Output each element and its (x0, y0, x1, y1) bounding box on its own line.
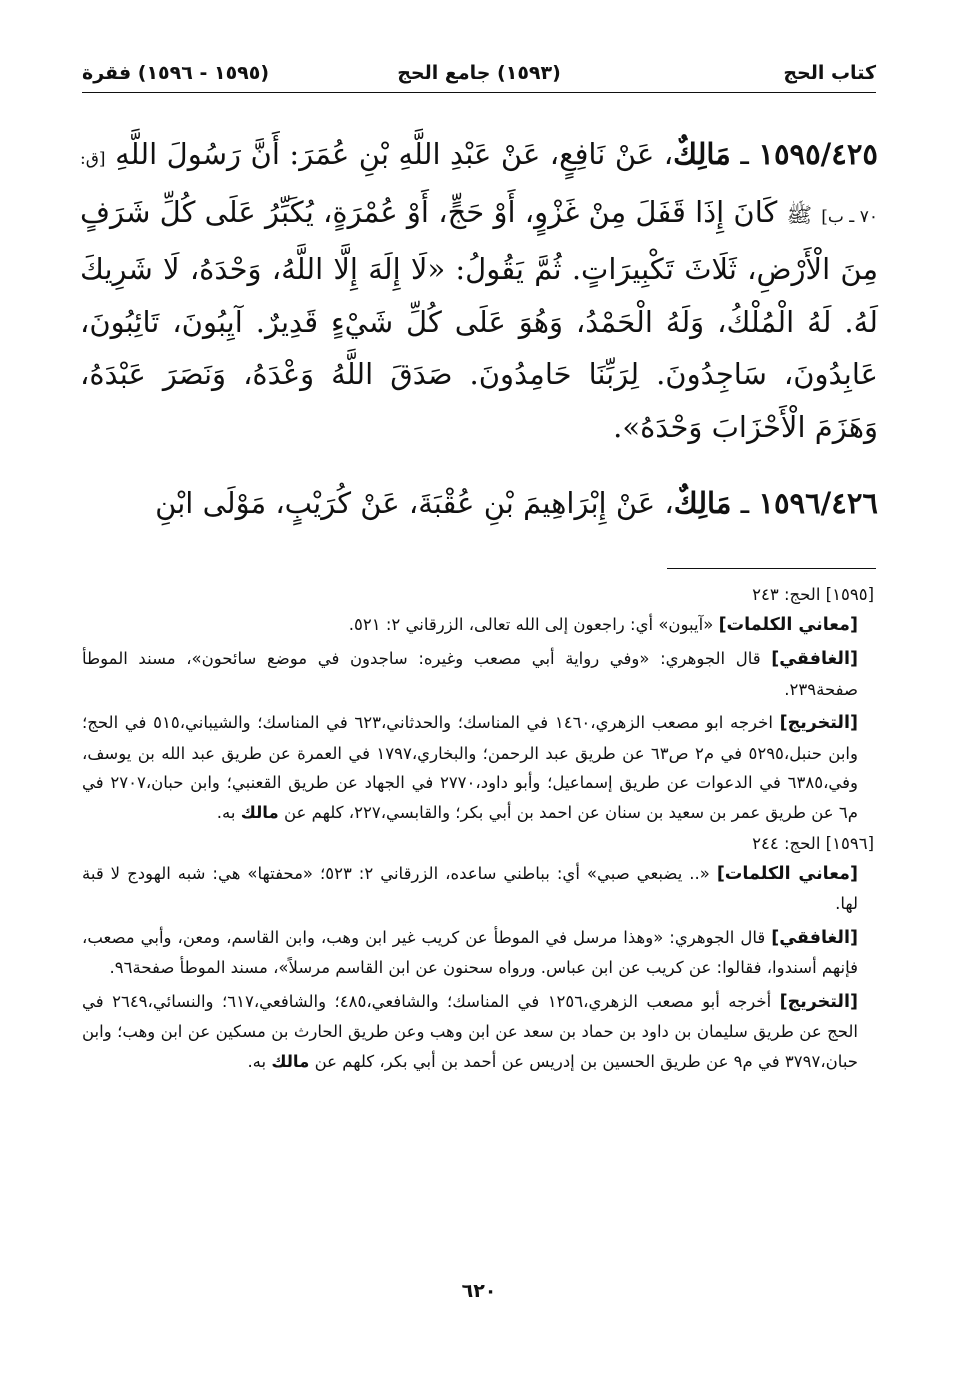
salla-symbol: ﷺ (786, 202, 812, 227)
note-text: «آيبون» أي: راجعون إلى الله تعالى، الزرقاني ٢: ٥٢١. (348, 614, 719, 634)
hadith-number: ١٥٩٥/٤٢٥ (758, 137, 878, 171)
main-text (80, 128, 878, 530)
running-header (82, 52, 876, 92)
note-tail: به. (247, 1051, 272, 1071)
note-word-meanings (82, 859, 858, 919)
note-text: «.. يضبعي صبي» أي: بباطني ساعده، الزرقاني ٢: ٥٢٣؛ «محفتها» هي: شبه الهودج لا قبة لها. (82, 863, 858, 913)
footnote-divider (667, 568, 876, 569)
header-book-title: كتاب الحج (783, 62, 876, 84)
note-text: أخرجه أبو مصعب الزهري،١٢٥٦ في المناسك؛ والشافعي،٤٨٥؛ والشافعي،٦١٧؛ والنسائي،٢٦٤٩ في الحج عن طريق سليمان بن داود بن حماد بن سعد عن ابن وهب وعن طريق الحارث بن مسكين عن ابن وهب؛ وابن حبان،٣٧٩٧ في م٩ عن طريق الحسين بن إدريس عن أحمد بن أبي بكر، كلهم عن (82, 991, 858, 1071)
hadith-number: ١٥٩٦/٤٢٦ (758, 486, 878, 520)
note-ghafiqi (82, 644, 858, 704)
note-label: [الغافقي] (771, 649, 858, 669)
notes-1595 (82, 580, 874, 827)
note-label: [معاني الكلمات] (716, 863, 858, 884)
narrator-name: مَالِكٌ (673, 137, 731, 171)
note-label: [التخريج] (779, 713, 858, 733)
note-label: [التخريج] (779, 991, 859, 1012)
note-ghafiqi (82, 923, 858, 983)
manuscript-reference: [ق: ٧٠ ـ ب] (80, 149, 878, 227)
hadith-1596 (80, 477, 878, 530)
note-takhrij (82, 708, 858, 827)
hadith-1595 (80, 128, 878, 453)
note-text: قال الجوهري: «وهذا مرسل في الموطأ عن كريب غير ابن وهب، وابن القاسم، ومعن، وأبي مصعب، فإنهم أسندوا، فقالوا: عن كريب عن ابن عباس. ورواه سحنون عن ابن القاسم مرسلاً»، مسند الموطأ صفحة٩٦. (82, 927, 858, 977)
note-word-meanings (82, 610, 858, 641)
note-tail: به. (216, 802, 241, 822)
hadith-dash: ـ (730, 137, 759, 171)
note-emphasis: مالك (240, 802, 279, 822)
note-heading: [١٥٩٦] الحج: ٢٤٤ (752, 834, 874, 853)
narrator-name: مَالِكٌ (673, 486, 732, 520)
footnotes (82, 580, 874, 1076)
note-label: [الغافقي] (771, 927, 858, 948)
hadith-dash: ـ (731, 486, 759, 520)
note-text: قال الجوهري: «وفي رواية أبي مصعب وغيره: ساجدون في موضع سائحون»، مسند الموطأ صفحة٢٣٩. (82, 649, 858, 699)
note-takhrij (82, 987, 858, 1077)
hadith-text-part2: كَانَ إِذَا قَفَلَ مِنْ غَزْوٍ، أَوْ حَجٍّ، أَوْ عُمْرَةٍ، يُكَبِّرُ عَلَى كُلِّ شَرَفٍ مِنَ الْأَرْضِ، ثَلَاثَ تَكْبِيرَاتٍ. ثُمَّ يَقُولُ: «لَا إِلَهَ إِلَّا اللَّهُ، وَحْدَهُ، لَا شَرِيكَ لَهُ. لَهُ الْمُلْكُ، وَلَهُ الْحَمْدُ، وَهُوَ عَلَى كُلِّ شَيْءٍ قَدِيرٌ. آيِبُونَ، تَائِبُونَ، عَابِدُونَ، سَاجِدُونَ. لِرَبِّنَا حَامِدُونَ. صَدَقَ اللَّهُ وَعْدَهُ، وَنَصَرَ عَبْدَهُ، وَهَزَمَ الْأَحْزَابَ وَحْدَهُ». (80, 194, 878, 444)
note-label: [معاني الكلمات] (718, 614, 858, 635)
note-emphasis: مالك (271, 1051, 310, 1071)
hadith-text: ، عَنْ إِبْرَاهِيمَ بْنِ عُقْبَةَ، عَنْ كُرَيْبٍ، مَوْلَى ابْنِ (155, 486, 674, 520)
note-text: اخرجه ابو مصعب الزهري،١٤٦٠ في المناسك؛ والحدثاني،٦٢٣ في المناسك؛ والشيباني،٥١٥ في الحج؛ وابن حنبل،٥٢٩٥ في م٢ ص٦٣ عن طريق عبد الرحمن؛ والبخاري،١٧٩٧ في العمرة عن طريق عبد الله بن يوسف، وفي،٦٣٨٥ في الدعوات عن طريق إسماعيل؛ وأبو داود،٢٧٧٠ في الجهاد عن طريق القعنبي؛ وابن حبان،٢٧٠٧ في م٦ عن طريق عمر بن سعيد بن سنان عن احمد بن أبي بكر؛ والقابسي،٢٢٧، كلهم عن (82, 713, 858, 822)
note-heading: [١٥٩٥] الحج: ٢٤٣ (752, 585, 874, 604)
header-divider (82, 92, 876, 93)
page-number: ٦٢٠ (461, 1280, 497, 1302)
header-chapter-title: (١٥٩٣) جامع الحج (397, 62, 561, 84)
header-paragraph-range: (١٥٩٥ - ١٥٩٦) فقرة (82, 62, 270, 84)
notes-1596 (82, 829, 874, 1076)
hadith-text-part1: ، عَنْ نَافِعٍ، عَنْ عَبْدِ اللَّهِ بْنِ عُمَرَ: أَنَّ رَسُولَ اللَّهِ (115, 137, 674, 171)
